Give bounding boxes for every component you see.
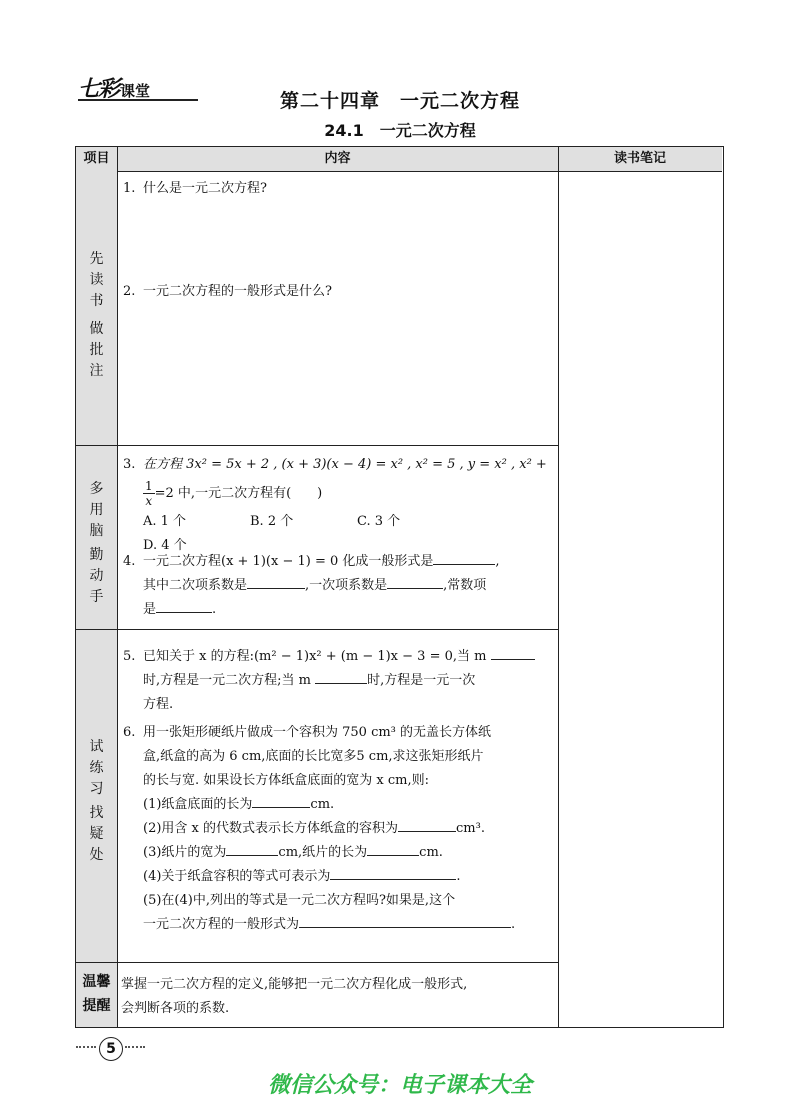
answer-blank [387, 574, 443, 589]
row-divider [76, 445, 558, 446]
answer-blank [398, 817, 456, 832]
badge-dots [76, 1046, 96, 1052]
option-b: B. 2 个 [250, 514, 294, 529]
watermark: 微信公众号：电子课本大全 [267, 1073, 532, 1098]
question-6: 6. 用一张矩形硬纸片做成一个容积为 750 cm³ 的无盖长方体纸 盒,纸盒的高为 6 cm,底面的长比宽多5 cm,求这张矩形纸片 的长与宽. 如果设长方体纸盒底面的宽为 x cm,则: (1)纸盒底面的长为 cm. (2)用含 x 的代数式表示长方体纸盒的容积为 cm³. (3)纸片的宽为 cm,纸片的长为 cm. (4)关于纸盒容积的等式可表示为 . (5)在(4)中,列出的等式是一元二次方程吗?如果是,这个 一元二次方程的一般形式为 . [123, 725, 516, 932]
option-a: A. 1 个 [143, 514, 187, 529]
question-4: 4. 一元二次方程(x + 1)(x − 1) = 0 化成一般形式是 , 其中二次项系数是 ,一次项系数是 ,常数项 是 . [123, 550, 563, 622]
logo-script: 七彩 [78, 76, 119, 102]
chapter-title: 第二十四章 一元二次方程 [279, 90, 520, 112]
category-label-4-top: 温馨 [82, 974, 111, 990]
row-divider [76, 962, 558, 963]
answer-blank [299, 913, 511, 928]
page-number: 5 [99, 1037, 123, 1061]
category-label-1-top: 先 读 书 [89, 251, 104, 309]
logo-sub: 课堂 [120, 82, 151, 100]
answer-blank [491, 645, 535, 660]
answer-blank [252, 793, 310, 808]
category-cell-3 [76, 629, 117, 962]
header-item: 项目 [76, 147, 117, 172]
category-label-2-top: 多 用 脑 [89, 481, 104, 539]
question-1: 1. 什么是一元二次方程? [123, 181, 267, 196]
category-label-2-bottom: 勤 动 手 [89, 547, 104, 605]
page-number-badge [76, 1037, 146, 1059]
section-title: 24.1 一元二次方程 [324, 121, 476, 140]
answer-blank [330, 865, 456, 880]
answer-blank [433, 550, 495, 565]
option-c: C. 3 个 [357, 514, 401, 529]
category-cell-2 [76, 445, 117, 629]
column-divider [117, 147, 118, 1027]
q3-equations: 在方程 3x² = 5x + 2 , (x + 3)(x − 4) = x² , x² = 5 , y = x² , x² + [143, 457, 547, 472]
category-label-3-bottom: 找 疑 处 [89, 805, 104, 863]
reminder-text: 掌握一元二次方程的定义,能够把一元二次方程化成一般形式, 会判断各项的系数. [121, 977, 468, 1016]
answer-blank [367, 841, 419, 856]
badge-dots [125, 1046, 145, 1052]
header-notes: 读书笔记 [558, 147, 722, 172]
category-cell-4 [76, 962, 117, 1027]
fraction: $\frac{1}{x}$ [145, 479, 153, 508]
answer-blank [156, 598, 212, 613]
answer-blank [247, 574, 305, 589]
answer-blank [226, 841, 278, 856]
question-3: 3. 在方程 3x² = 5x + 2 , (x + 3)(x − 4) = x² , x² = 5 , y = x² , x² + $\frac{1}{x}$ =2 中,一元二次方程有( ) A. 1 个 B. 2 个 C. 3 个D. 4 个 [123, 453, 563, 558]
question-2: 2. 一元二次方程的一般形式是什么? [123, 284, 332, 299]
category-cell-1 [76, 171, 117, 445]
category-label-3-top: 试 练 习 [89, 739, 104, 797]
study-table [75, 146, 724, 1028]
row-divider [76, 629, 558, 630]
category-label-1-bottom: 做 批 注 [89, 321, 104, 379]
question-5: 5. 已知关于 x 的方程:(m² − 1)x² + (m − 1)x − 3 = 0,当 m 时,方程是一元二次方程;当 m 时,方程是一元一次 方程. [123, 645, 563, 717]
option-d: D. 4 个 [143, 538, 187, 553]
category-label-4-bottom: 提醒 [82, 998, 111, 1014]
answer-blank [315, 669, 367, 684]
header-content: 内容 [117, 147, 558, 172]
